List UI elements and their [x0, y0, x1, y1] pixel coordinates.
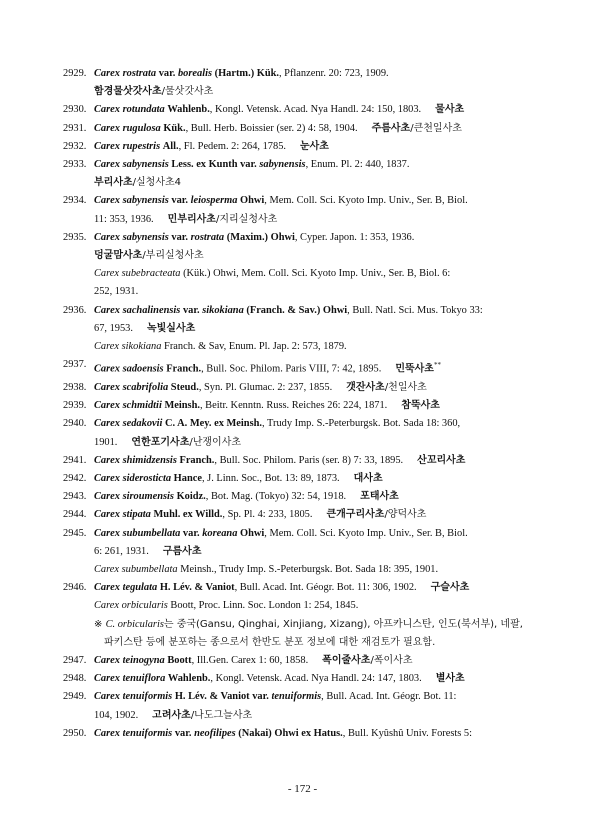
author: Wahlenb.: [167, 673, 211, 685]
species-entry: [63, 156, 539, 192]
scientific-name: Carex tegulata: [94, 582, 158, 594]
author: H. Lév. & Vaniot: [159, 582, 235, 594]
korean-synonym: /큰천일사초: [410, 122, 462, 134]
korean-name: 민부리사초: [167, 213, 216, 225]
author: (Franch. & Sav.) Ohwi: [246, 304, 348, 316]
species-entry: [63, 229, 539, 302]
synonym-citation: Boott, Proc. Linn. Soc. London 1: 254, 1845.: [167, 600, 359, 612]
remark: [94, 616, 539, 634]
entry-citation: [94, 229, 539, 247]
species-entry: [63, 101, 539, 119]
korean-name: 별사초: [435, 673, 465, 685]
korean-synonym: /지리실청사초: [215, 213, 278, 225]
publication: , Enum. Pl. 2: 440, 1837.: [305, 159, 410, 171]
infraspecific-rank: var.: [182, 304, 200, 316]
entry-citation-continued: [94, 707, 539, 725]
species-entry: [63, 688, 539, 724]
publication: , Kongl. Vetensk. Acad. Nya Handl. 24: 147, 1803.: [210, 673, 422, 685]
infraspecific-epithet: leiosperma: [190, 195, 238, 207]
author: Ohwi: [240, 527, 265, 539]
species-entry: [63, 397, 539, 415]
entry-citation: [94, 470, 539, 488]
publication: , Bot. Mag. (Tokyo) 32: 54, 1918.: [205, 491, 347, 503]
synonym-citation-continued: 252, 1931.: [94, 286, 139, 298]
entry-citation: [94, 397, 539, 415]
publication: , Mem. Coll. Sci. Kyoto Imp. Univ., Ser. B, Biol.: [264, 195, 468, 207]
entry-citation: [94, 65, 539, 83]
korean-name: 폭이줄사초: [322, 654, 371, 666]
scientific-name: Carex sedakovii: [94, 418, 163, 430]
species-entry: [63, 470, 539, 488]
korean-synonym: /난쟁이사초: [189, 436, 242, 448]
infraspecific-epithet: koreana: [202, 527, 238, 539]
entry-citation-continued: [94, 434, 539, 452]
korean-name-line: [94, 247, 539, 265]
scientific-name: Carex scabrifolia: [94, 381, 169, 393]
publication-continued: 1901.: [94, 436, 118, 448]
infraspecific-rank: var.: [171, 195, 189, 207]
synonym-name: Carex orbicularis: [94, 600, 168, 612]
synonym-citation: (Kük.) Ohwi, Mem. Coll. Sci. Kyoto Imp. Univ., Ser. B, Biol. 6:: [180, 268, 451, 280]
remark-continued: [94, 634, 539, 652]
species-entry: [63, 525, 539, 580]
scientific-name: Carex subumbellata: [94, 527, 181, 539]
korean-name: 부리사초: [94, 177, 133, 189]
author: Muhl. ex Willd.: [153, 509, 223, 521]
species-entry: [63, 192, 539, 228]
scientific-name: Carex schmidtii: [94, 400, 162, 412]
korean-name-line: [94, 83, 539, 101]
author: Boott: [167, 654, 192, 666]
infraspecific-rank: var.: [174, 727, 192, 739]
superscript-mark: **: [433, 361, 441, 370]
entry-citation: [94, 415, 539, 433]
infraspecific-epithet: neofilipes: [194, 727, 236, 739]
entry-citation: [94, 506, 539, 524]
korean-name: 연한포기사초: [131, 436, 190, 448]
entry-number: 2949.: [63, 691, 87, 703]
species-entry: [63, 379, 539, 397]
infraspecific-epithet: sikokiana: [202, 304, 244, 316]
korean-name: 고려사초: [152, 709, 191, 721]
korean-synonym: /물삿갓사초: [161, 86, 214, 98]
scientific-name: Carex stipata: [94, 509, 151, 521]
species-entry: [63, 138, 539, 156]
korean-name: 함경물삿갓사초: [94, 86, 162, 98]
author: Koidz.: [176, 491, 206, 503]
synonym: [94, 338, 539, 356]
synonym: [94, 265, 539, 283]
infraspecific-epithet: borealis: [177, 68, 213, 79]
infraspecific-rank: var.: [252, 691, 269, 703]
publication: , Bull. Acad. Int. Géogr. Bot. 11: 306, 1902.: [234, 582, 417, 594]
species-entry: [63, 725, 539, 743]
entry-citation: [94, 525, 539, 543]
species-entry: [63, 415, 539, 451]
synonym: [94, 597, 539, 615]
entry-citation: [94, 138, 539, 156]
korean-name-line: [94, 174, 539, 192]
publication: , Syn. Pl. Glumac. 2: 237, 1855.: [198, 381, 333, 393]
entry-number: 2935.: [63, 231, 87, 243]
scientific-name: Carex sabynensis: [94, 195, 169, 207]
entry-citation: [94, 488, 539, 506]
entry-number: 2945.: [63, 527, 87, 539]
scientific-name: Carex sadoensis: [94, 363, 164, 375]
species-entry: [63, 452, 539, 470]
author: Meinsh.: [164, 400, 200, 412]
publication: , Bull. Kyûshû Univ. Forests 5:: [342, 727, 472, 739]
entry-number: 2950.: [63, 727, 87, 739]
scientific-name: Carex rotundata: [94, 104, 165, 116]
entry-number: 2947.: [63, 654, 87, 666]
publication: , Bull. Herb. Boissier (ser. 2) 4: 58, 1904.: [185, 122, 358, 134]
publication: , Mem. Coll. Sci. Kyoto Imp. Univ., Ser. B, Biol.: [264, 527, 468, 539]
author: Steud.: [170, 381, 199, 393]
entry-citation: [94, 156, 539, 174]
korean-name: 눈사초: [299, 140, 329, 152]
publication-continued: 11: 353, 1936.: [94, 213, 154, 225]
entry-number: 2930.: [63, 104, 87, 116]
entry-number: 2932.: [63, 140, 87, 152]
scientific-name: Carex tenuiformis: [94, 691, 173, 703]
publication: , Pflanzenr. 20: 723, 1909.: [278, 68, 389, 79]
korean-name: 큰개구리사초: [326, 509, 385, 521]
species-entry: [63, 356, 539, 379]
scientific-name: Carex sachalinensis: [94, 304, 181, 316]
species-list: [0, 65, 539, 743]
korean-name: 덩굴맘사초: [94, 250, 143, 262]
entry-number: 2944.: [63, 509, 87, 521]
species-entry: [63, 65, 539, 101]
publication-continued: 104, 1902.: [94, 709, 139, 721]
species-entry: [63, 120, 539, 138]
author: (Nakai) Ohwi ex Hatus.: [238, 727, 343, 739]
entry-citation: [94, 302, 539, 320]
scientific-name: Carex sabynensis: [94, 159, 169, 171]
scientific-name: Carex rupestris: [94, 140, 161, 152]
korean-name: 물사초: [435, 104, 465, 116]
entry-citation: [94, 652, 539, 670]
entry-citation: [94, 101, 539, 119]
author: Wahlenb.: [167, 104, 210, 116]
scientific-name: Carex siroumensis: [94, 491, 174, 503]
entry-number: 2939.: [63, 400, 87, 412]
publication: , Ill.Gen. Carex 1: 60, 1858.: [191, 654, 309, 666]
korean-name: 녹빛실사초: [146, 322, 196, 334]
entry-number: 2934.: [63, 195, 87, 207]
publication: , Fl. Pedem. 2: 264, 1785.: [178, 140, 286, 152]
page-number: - 172 -: [287, 783, 318, 795]
infraspecific-rank: var.: [182, 527, 200, 539]
entry-number: 2931.: [63, 122, 87, 134]
publication: , Bull. Natl. Sci. Mus. Tokyo 33:: [347, 304, 483, 316]
synonym-citation: Franch. & Sav, Enum. Pl. Jap. 2: 573, 1879.: [161, 341, 347, 353]
species-entry: [63, 488, 539, 506]
remark-text: 는 중국(Gansu, Qinghai, Xinjiang, Xizang), 아프카니스탄, 인도(북서부), 네팔,: [163, 618, 523, 630]
scientific-name: Carex tenuiflora: [94, 673, 166, 685]
entry-number: 2929.: [63, 68, 87, 79]
korean-name: 갯잔사초: [346, 381, 385, 393]
publication-continued: 67, 1953.: [94, 322, 133, 334]
scientific-name: Carex sabynensis: [94, 231, 169, 243]
publication: , Sp. Pl. 4: 233, 1805.: [222, 509, 313, 521]
korean-name: 구슬사초: [430, 582, 470, 594]
synonym-continued: [94, 283, 539, 301]
entry-citation: [94, 579, 539, 597]
entry-citation: [94, 356, 539, 379]
entry-citation: [94, 725, 539, 743]
korean-name: 대사초: [353, 472, 383, 484]
author: C. A. Mey. ex Meinsh.: [165, 418, 262, 430]
species-entry: [63, 506, 539, 524]
publication: , Bull. Acad. Int. Géogr. Bot. 11:: [321, 691, 457, 703]
publication-continued: 6: 261, 1931.: [94, 545, 149, 557]
remark-text-continued: 파키스탄 등에 분포하는 종으로서 한반도 분포 정보에 대한 재검토가 필요함.: [104, 636, 436, 648]
entry-number: 2940.: [63, 418, 87, 430]
species-entry: [63, 670, 539, 688]
synonym-name: Carex subumbellata: [94, 563, 178, 575]
species-entry: [63, 652, 539, 670]
infraspecific-rank: var.: [158, 68, 176, 79]
entry-citation: [94, 379, 539, 397]
publication: , Trudy Imp. S.-Peterburgsk. Bot. Sada 18: 360,: [262, 418, 461, 430]
korean-name: 민뚝사초: [395, 363, 434, 375]
korean-name: 포태사초: [360, 491, 399, 503]
infraspecific-epithet: rostrata: [190, 231, 225, 243]
synonym-citation: Meinsh., Trudy Imp. S.-Peterburgsk. Bot. Sada 18: 395, 1901.: [177, 563, 439, 575]
author: All.: [162, 140, 179, 152]
entry-number: 2943.: [63, 491, 87, 503]
entry-number: 2946.: [63, 582, 87, 594]
author: Franch.: [179, 454, 215, 466]
korean-name: 참뚝사초: [401, 400, 440, 412]
infraspecific-epithet: tenuiformis: [271, 691, 322, 703]
entry-citation-continued: [94, 543, 539, 561]
remark-taxon: C. orbicularis: [105, 618, 164, 630]
author: Kük.: [163, 122, 186, 134]
infraspecific-rank: var.: [171, 231, 189, 243]
synonym: [94, 561, 539, 579]
publication: , Cyper. Japon. 1: 353, 1936.: [294, 231, 415, 243]
entry-citation: [94, 452, 539, 470]
korean-name: 주름사초: [371, 122, 411, 134]
infraspecific-epithet: sabynensis: [259, 159, 306, 171]
entry-citation-continued: [94, 320, 539, 338]
infraspecific-rank: var.: [240, 159, 257, 171]
entry-number: 2941.: [63, 454, 87, 466]
remark-mark: ※: [94, 618, 106, 630]
scientific-name: Carex rugulosa: [94, 122, 161, 134]
scientific-name: Carex teinogyna: [94, 654, 165, 666]
scientific-name: Carex rostrata: [94, 68, 157, 79]
publication: , Bull. Soc. Philom. Paris (ser. 8) 7: 33, 1895.: [214, 454, 404, 466]
entry-number: 2938.: [63, 381, 87, 393]
entry-number: 2942.: [63, 472, 87, 484]
synonym-name: Carex subebracteata: [94, 268, 181, 280]
synonym-name: Carex sikokiana: [94, 341, 162, 353]
author: (Maxim.) Ohwi: [226, 231, 295, 243]
scientific-name: Carex shimidzensis: [94, 454, 177, 466]
korean-synonym: /천일사초: [384, 381, 427, 393]
entry-citation: [94, 192, 539, 210]
scientific-name: Carex siderosticta: [94, 472, 172, 484]
entry-citation: [94, 688, 539, 706]
publication: , J. Linn. Soc., Bot. 13: 89, 1873.: [201, 472, 340, 484]
author: H. Lév. & Vaniot: [174, 691, 250, 703]
korean-name: 산꼬리사초: [417, 454, 466, 466]
publication: , Beitr. Kenntn. Russ. Reiches 26: 224, 1871.: [199, 400, 388, 412]
entry-number: 2936.: [63, 304, 87, 316]
author: Franch.: [166, 363, 202, 375]
publication: , Bull. Soc. Philom. Paris VIII, 7: 42, 1895.: [201, 363, 382, 375]
korean-synonym: /양덕사초: [384, 509, 427, 521]
entry-citation: [94, 670, 539, 688]
scientific-name: Carex tenuiformis: [94, 727, 173, 739]
author: (Hartm.) Kük.: [214, 68, 279, 79]
entry-number: 2948.: [63, 673, 87, 685]
korean-name: 구름사초: [162, 545, 202, 557]
korean-synonym: /부리실청사초: [142, 250, 204, 262]
entry-number: 2933.: [63, 159, 87, 171]
species-entry: [63, 579, 539, 652]
korean-synonym: /실청사초4: [132, 177, 182, 189]
species-entry: [63, 302, 539, 357]
entry-citation-continued: [94, 211, 539, 229]
entry-citation: [94, 120, 539, 138]
publication: , Kongl. Vetensk. Acad. Nya Handl. 24: 150, 1803.: [209, 104, 422, 116]
korean-synonym: /폭이사초: [370, 654, 413, 666]
korean-synonym: /나도그늘사초: [190, 709, 253, 721]
author: Less. ex Kunth: [171, 159, 238, 171]
author: Ohwi: [240, 195, 265, 207]
author: Hance: [173, 472, 202, 484]
entry-number: 2937.: [63, 359, 87, 371]
